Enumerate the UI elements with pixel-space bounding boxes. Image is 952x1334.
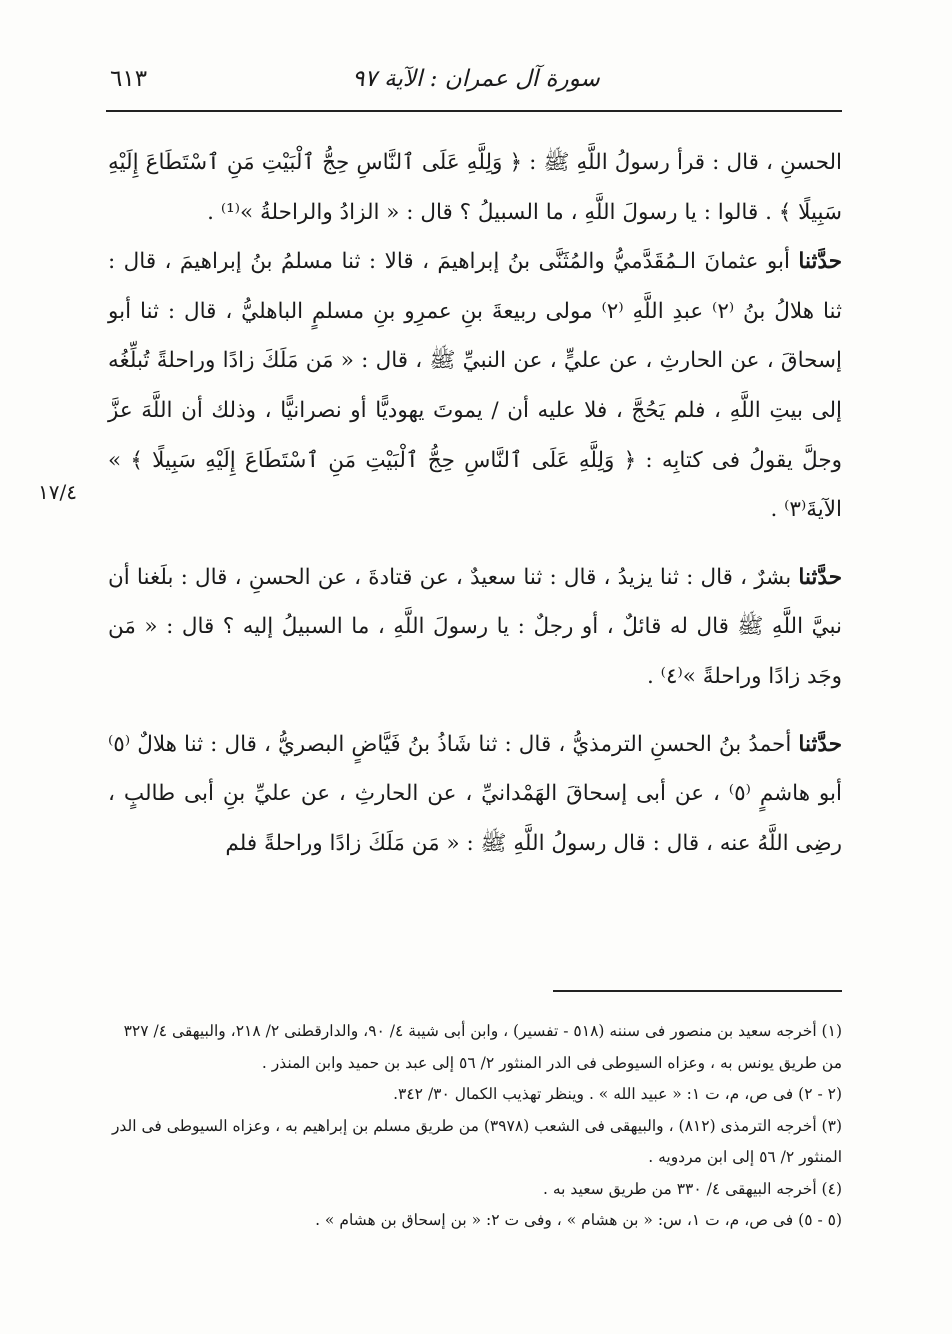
page-number: ٦١٣	[110, 66, 148, 92]
paragraph	[108, 720, 842, 869]
footnote: (٣) أخرجه الترمذى (٨١٢) ، والبيهقى فى الشعب (٣٩٧٨) من طريق مسلم بن إبراهيم به ، وعزاه السيوطى فى الدر المنثور ٢/ ٥٦ إلى ابن مردويه .	[111, 1116, 842, 1166]
margin-reference: ١٧/٤	[38, 480, 77, 504]
header-rule	[106, 110, 842, 112]
paragraph-lead: حدَّثنا	[798, 564, 842, 590]
paragraph	[108, 138, 842, 237]
surah-title: سورة آل عمران : الآية ٩٧	[352, 66, 600, 92]
main-text	[108, 138, 842, 868]
paragraph-text: بشرٌ ، قال : ثنا يزيدُ ، قال : ثنا سعيدٌ ، عن قتادةَ ، عن الحسنِ ، قال : بلَغنا أن نبيَّ اللَّهِ ﷺ قال له قائلٌ ، أو رجلٌ : يا رسولَ اللَّهِ ، ما السبيلُ إليه ؟ قال : « مَن وجَد زادًا وراحلةً »⁽٤⁾ .	[108, 564, 842, 689]
footnote: (١) أخرجه سعيد بن منصور فى سننه (٥١٨ - تفسير) ، وابن أبى شيبة ٤/ ٩٠، والدارقطنى ٢/ ٢١٨، والبيهقى ٤/ ٣٢٧ من طريق يونس به ، وعزاه السيوطى فى الدر المنثور ٢/ ٥٦ إلى عبد بن حميد وابن المنذر .	[123, 1022, 842, 1072]
footnote-rule	[553, 990, 842, 992]
paragraph	[108, 237, 842, 535]
paragraph-text: أبو عثمانَ الـمُقَدَّميُّ والمُثَنَّى بنُ إبراهيمَ ، قالا : ثنا مسلمُ بنُ إبراهيمَ ، قال : ثنا هلالُ بنُ ⁽٢⁾ عبدِ اللَّهِ ⁽٢⁾ مولى ربيعةَ بنِ عمرِو بنِ مسلمٍ الباهليُّ ، قال : ثنا أبو إسحاقَ ، عن الحارثِ ، عن عليٍّ ، عن النبيِّ ﷺ ، قال : « مَن مَلَكَ زادًا وراحلةً تُبلِّغُه إلى بيتِ اللَّهِ ، فلم يَحُجَّ ، فلا عليه أن / يموتَ يهوديًّا أو نصرانيًّا ، وذلك أن اللَّهَ عزَّ وجلَّ يقولُ فى كتابِه : ﴿ وَلِلَّهِ عَلَى ٱلنَّاسِ حِجُّ ٱلْبَيْتِ مَنِ ٱسْتَطَاعَ إِلَيْهِ سَبِيلًا ﴾ » الآيةَ⁽٣⁾ .	[108, 249, 842, 523]
running-header	[110, 66, 842, 106]
footnote: (٢ - ٢) فى ص، م، ت ١: « عبيد الله » . وينظر تهذيب الكمال ٣٠/ ٣٤٢.	[393, 1085, 842, 1103]
paragraph-text: أحمدُ بنُ الحسنِ الترمذيُّ ، قال : ثنا شَاذُ بنُ فَيَّاضٍ البصريُّ ، قال : ثنا هلالٌ ⁽٥⁾ أبو هاشمٍ ⁽٥⁾ ، عن أبى إسحاقَ الهَمْدانيِّ ، عن الحارثِ ، عن عليِّ بنِ أبى طالبٍ ، رضِى اللَّهُ عنه ، قال : قال رسولُ اللَّهِ ﷺ : « مَن مَلَكَ زادًا وراحلةً فلم	[108, 731, 842, 856]
paragraph-lead: حدَّثنا	[798, 731, 842, 757]
footnotes	[108, 1016, 842, 1237]
paragraph	[108, 553, 842, 702]
footnote: (٥ - ٥) فى ص، م، ت ١، س: « بن هشام » ، وفى ت ٢: « بن إسحاق بن هشام » .	[315, 1211, 842, 1229]
footnote: (٤) أخرجه البيهقى ٤/ ٣٣٠ من طريق سعيد به .	[542, 1179, 842, 1198]
paragraph-lead: حدَّثنا	[798, 249, 842, 275]
paragraph-text: الحسنِ ، قال : قرأ رسولُ اللَّهِ ﷺ : ﴿ وَلِلَّهِ عَلَى ٱلنَّاسِ حِجُّ ٱلْبَيْتِ مَنِ ٱسْتَطَاعَ إِلَيْهِ سَبِيلًا ﴾ . قالوا : يا رسولَ اللَّهِ ، ما السبيلُ ؟ قال : « الزادُ والراحلةُ »⁽¹⁾ .	[108, 150, 842, 225]
